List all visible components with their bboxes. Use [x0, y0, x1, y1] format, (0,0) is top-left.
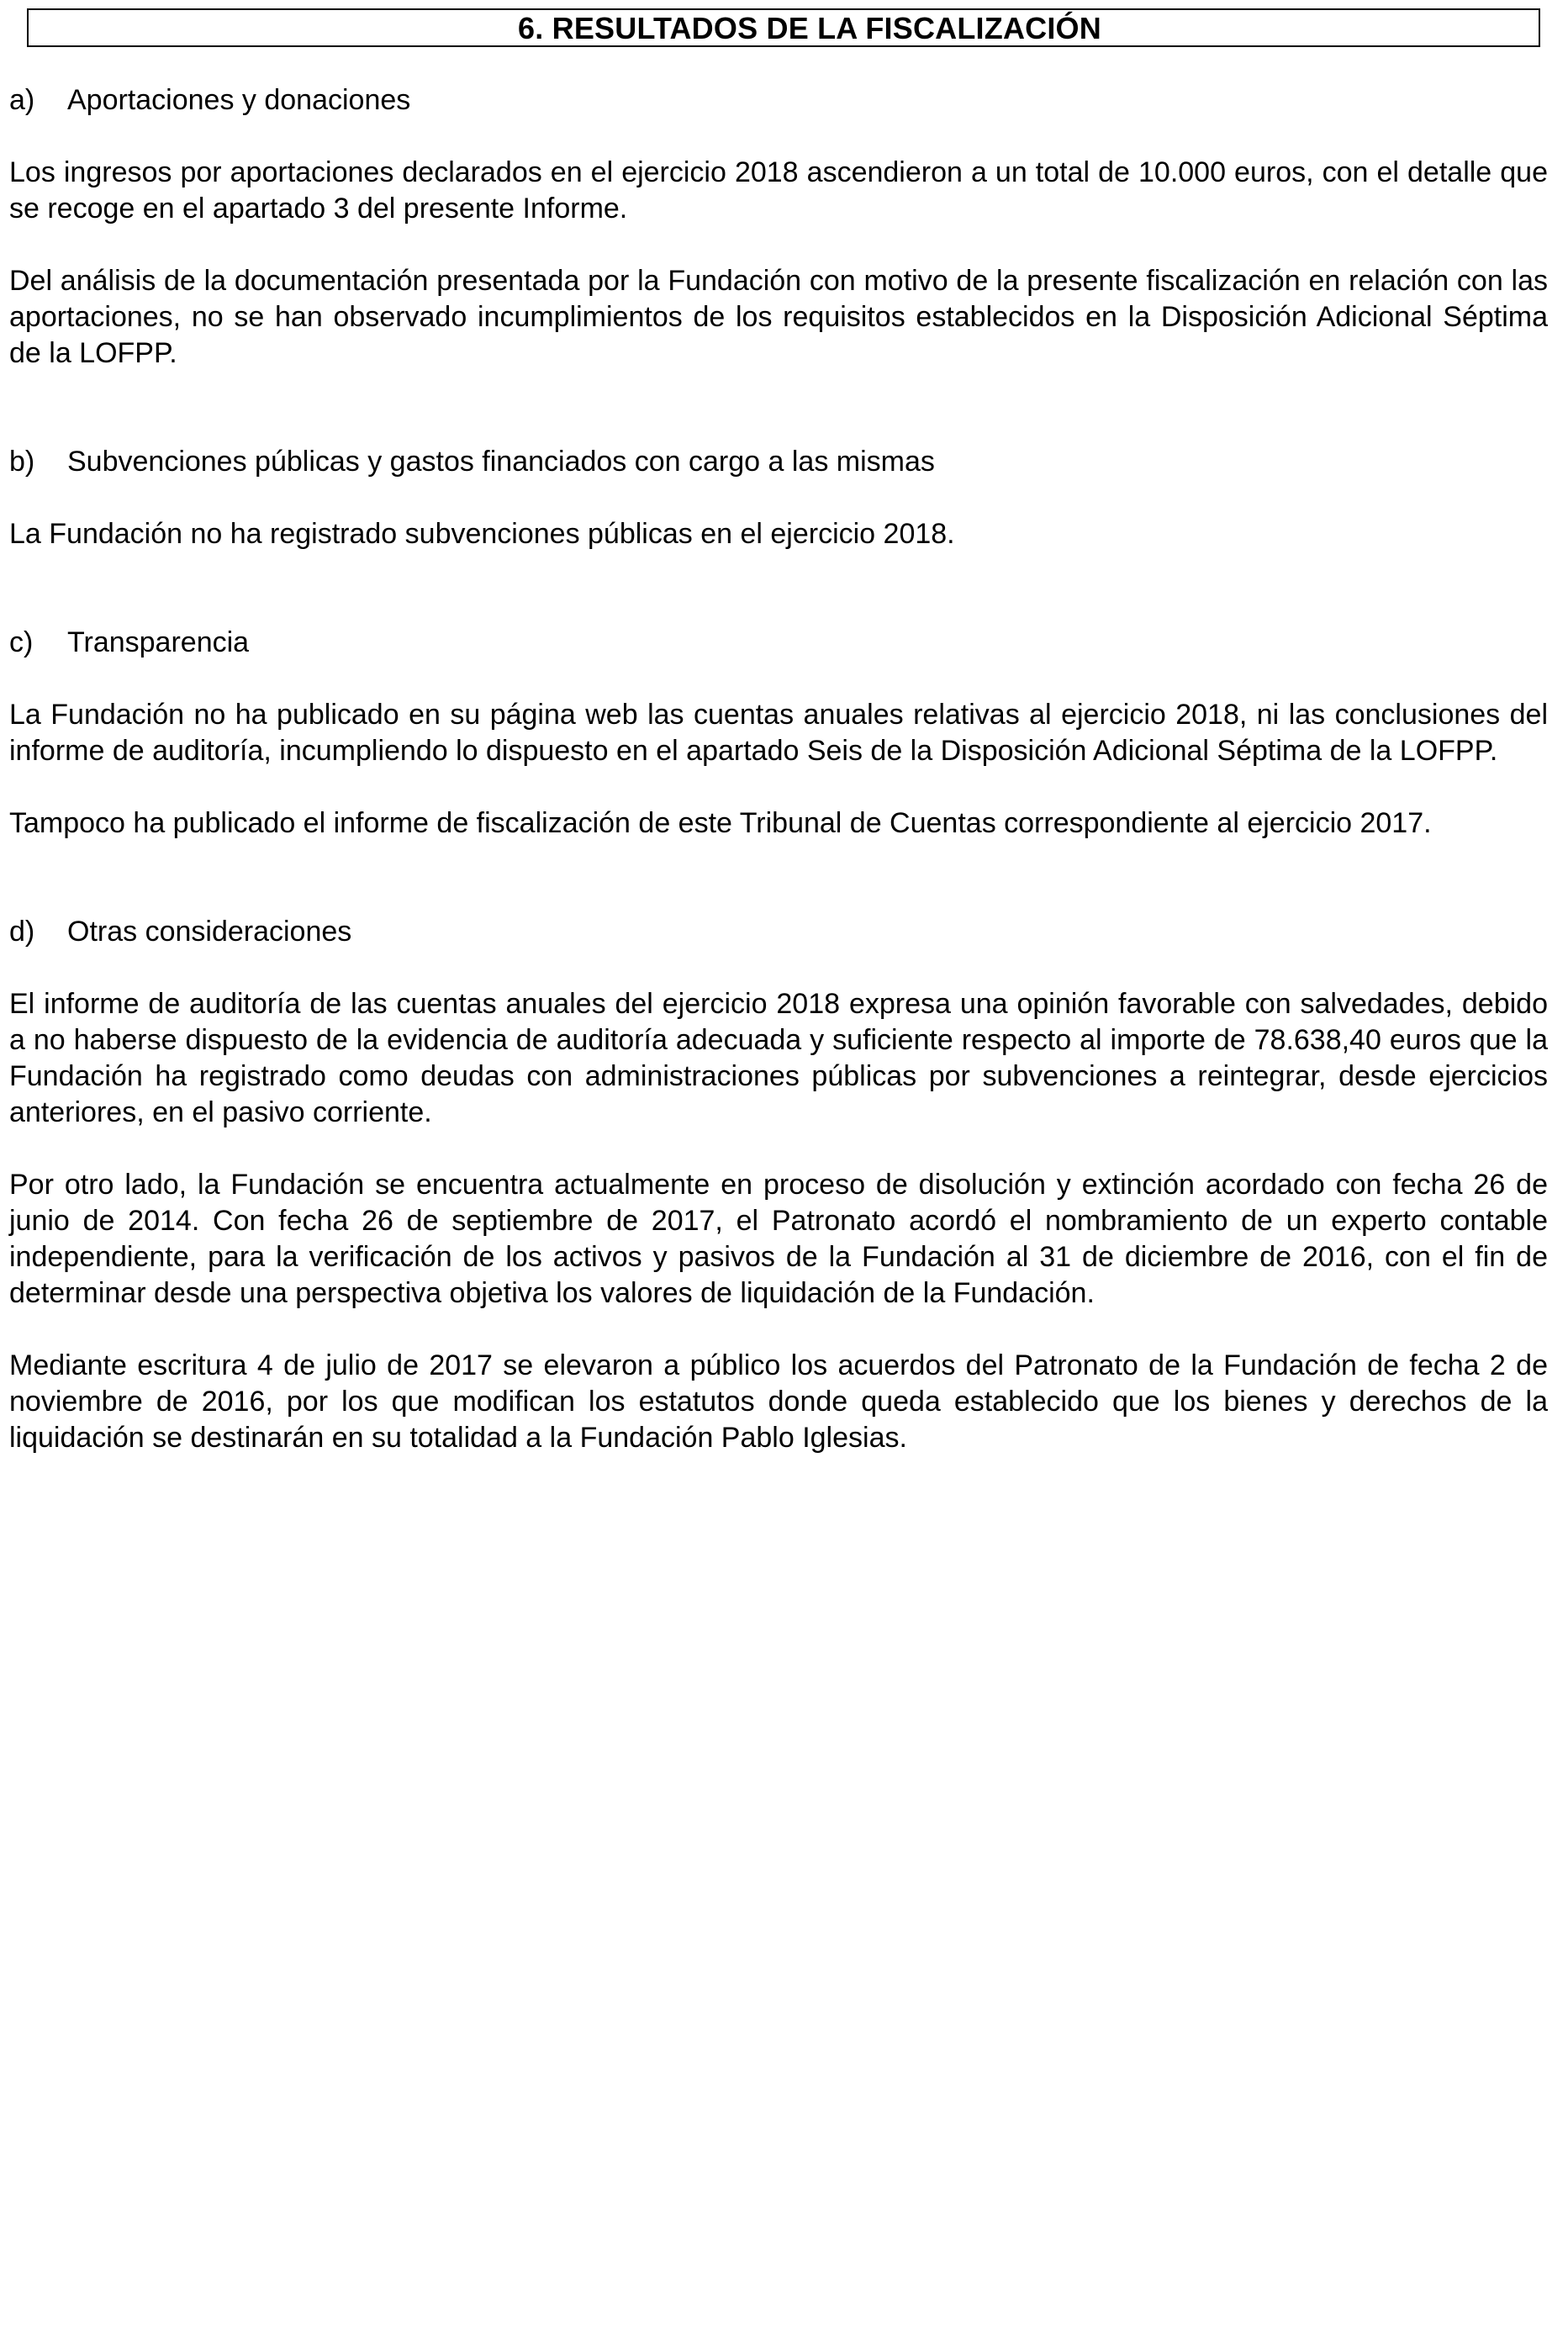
- subsection-heading-d: [9, 914, 1548, 950]
- section-title: 6. RESULTADOS DE LA FISCALIZACIÓN: [518, 11, 1101, 45]
- paragraph: Mediante escritura 4 de julio de 2017 se elevaron a público los acuerdos del Patronato de la Fundación de fecha 2 de noviembre de 2016, por los que modifican los estatutos donde queda establecido que los bienes y derechos de la liquidación se destinarán en su totalidad a la Fundación Pablo Iglesias.: [9, 1349, 1548, 1454]
- paragraph: La Fundación no ha registrado subvenciones públicas en el ejercicio 2018.: [9, 518, 955, 550]
- paragraph: Por otro lado, la Fundación se encuentra actualmente en proceso de disolución y extinción acordado con fecha 26 de junio de 2014. Con fecha 26 de septiembre de 2017, el Patronato acordó el nombramiento de un experto contable independiente, para la verificación de los activos y pasivos de la Fundación al 31 de diciembre de 2016, con el fin de determinar desde una perspectiva objetiva los valores de liquidación de la Fundación.: [9, 1169, 1548, 1309]
- paragraph: Tampoco ha publicado el informe de fiscalización de este Tribunal de Cuentas correspondiente al ejercicio 2017.: [9, 807, 1432, 839]
- subsection-heading-b: [9, 444, 1548, 480]
- subsection-heading-c: [9, 625, 1548, 661]
- subsection-title: Otras consideraciones: [67, 916, 352, 948]
- subsection-marker: a): [9, 84, 35, 116]
- subsection-marker: b): [9, 446, 35, 478]
- subsection-title: Subvenciones públicas y gastos financiados con cargo a las mismas: [67, 446, 935, 478]
- section-header-box: [27, 8, 1540, 47]
- subsection-marker: c): [9, 626, 34, 658]
- paragraph: La Fundación no ha publicado en su página web las cuentas anuales relativas al ejercicio 2018, ni las conclusiones del informe de auditoría, incumpliendo lo dispuesto en el apartado Seis de la Disposición Adicional Séptima de la LOFPP.: [9, 699, 1548, 767]
- subsection-title: Aportaciones y donaciones: [67, 84, 411, 116]
- subsection-title: Transparencia: [67, 626, 250, 658]
- paragraph: El informe de auditoría de las cuentas anuales del ejercicio 2018 expresa una opinión favorable con salvedades, debido a no haberse dispuesto de la evidencia de auditoría adecuada y suficiente respecto al importe de 78.638,40 euros que la Fundación ha registrado como deudas con administraciones públicas por subvenciones a reintegrar, desde ejercicios anteriores, en el pasivo corriente.: [9, 988, 1548, 1128]
- paragraph: Del análisis de la documentación presentada por la Fundación con motivo de la presente fiscalización en relación con las aportaciones, no se han observado incumplimientos de los requisitos establecidos en la Disposición Adicional Séptima de la LOFPP.: [9, 265, 1548, 369]
- paragraph: Los ingresos por aportaciones declarados en el ejercicio 2018 ascendieron a un total de 10.000 euros, con el detalle que se recoge en el apartado 3 del presente Informe.: [9, 156, 1548, 224]
- subsection-marker: d): [9, 916, 35, 948]
- document-body: [9, 82, 1548, 1456]
- subsection-heading-a: [9, 82, 1548, 119]
